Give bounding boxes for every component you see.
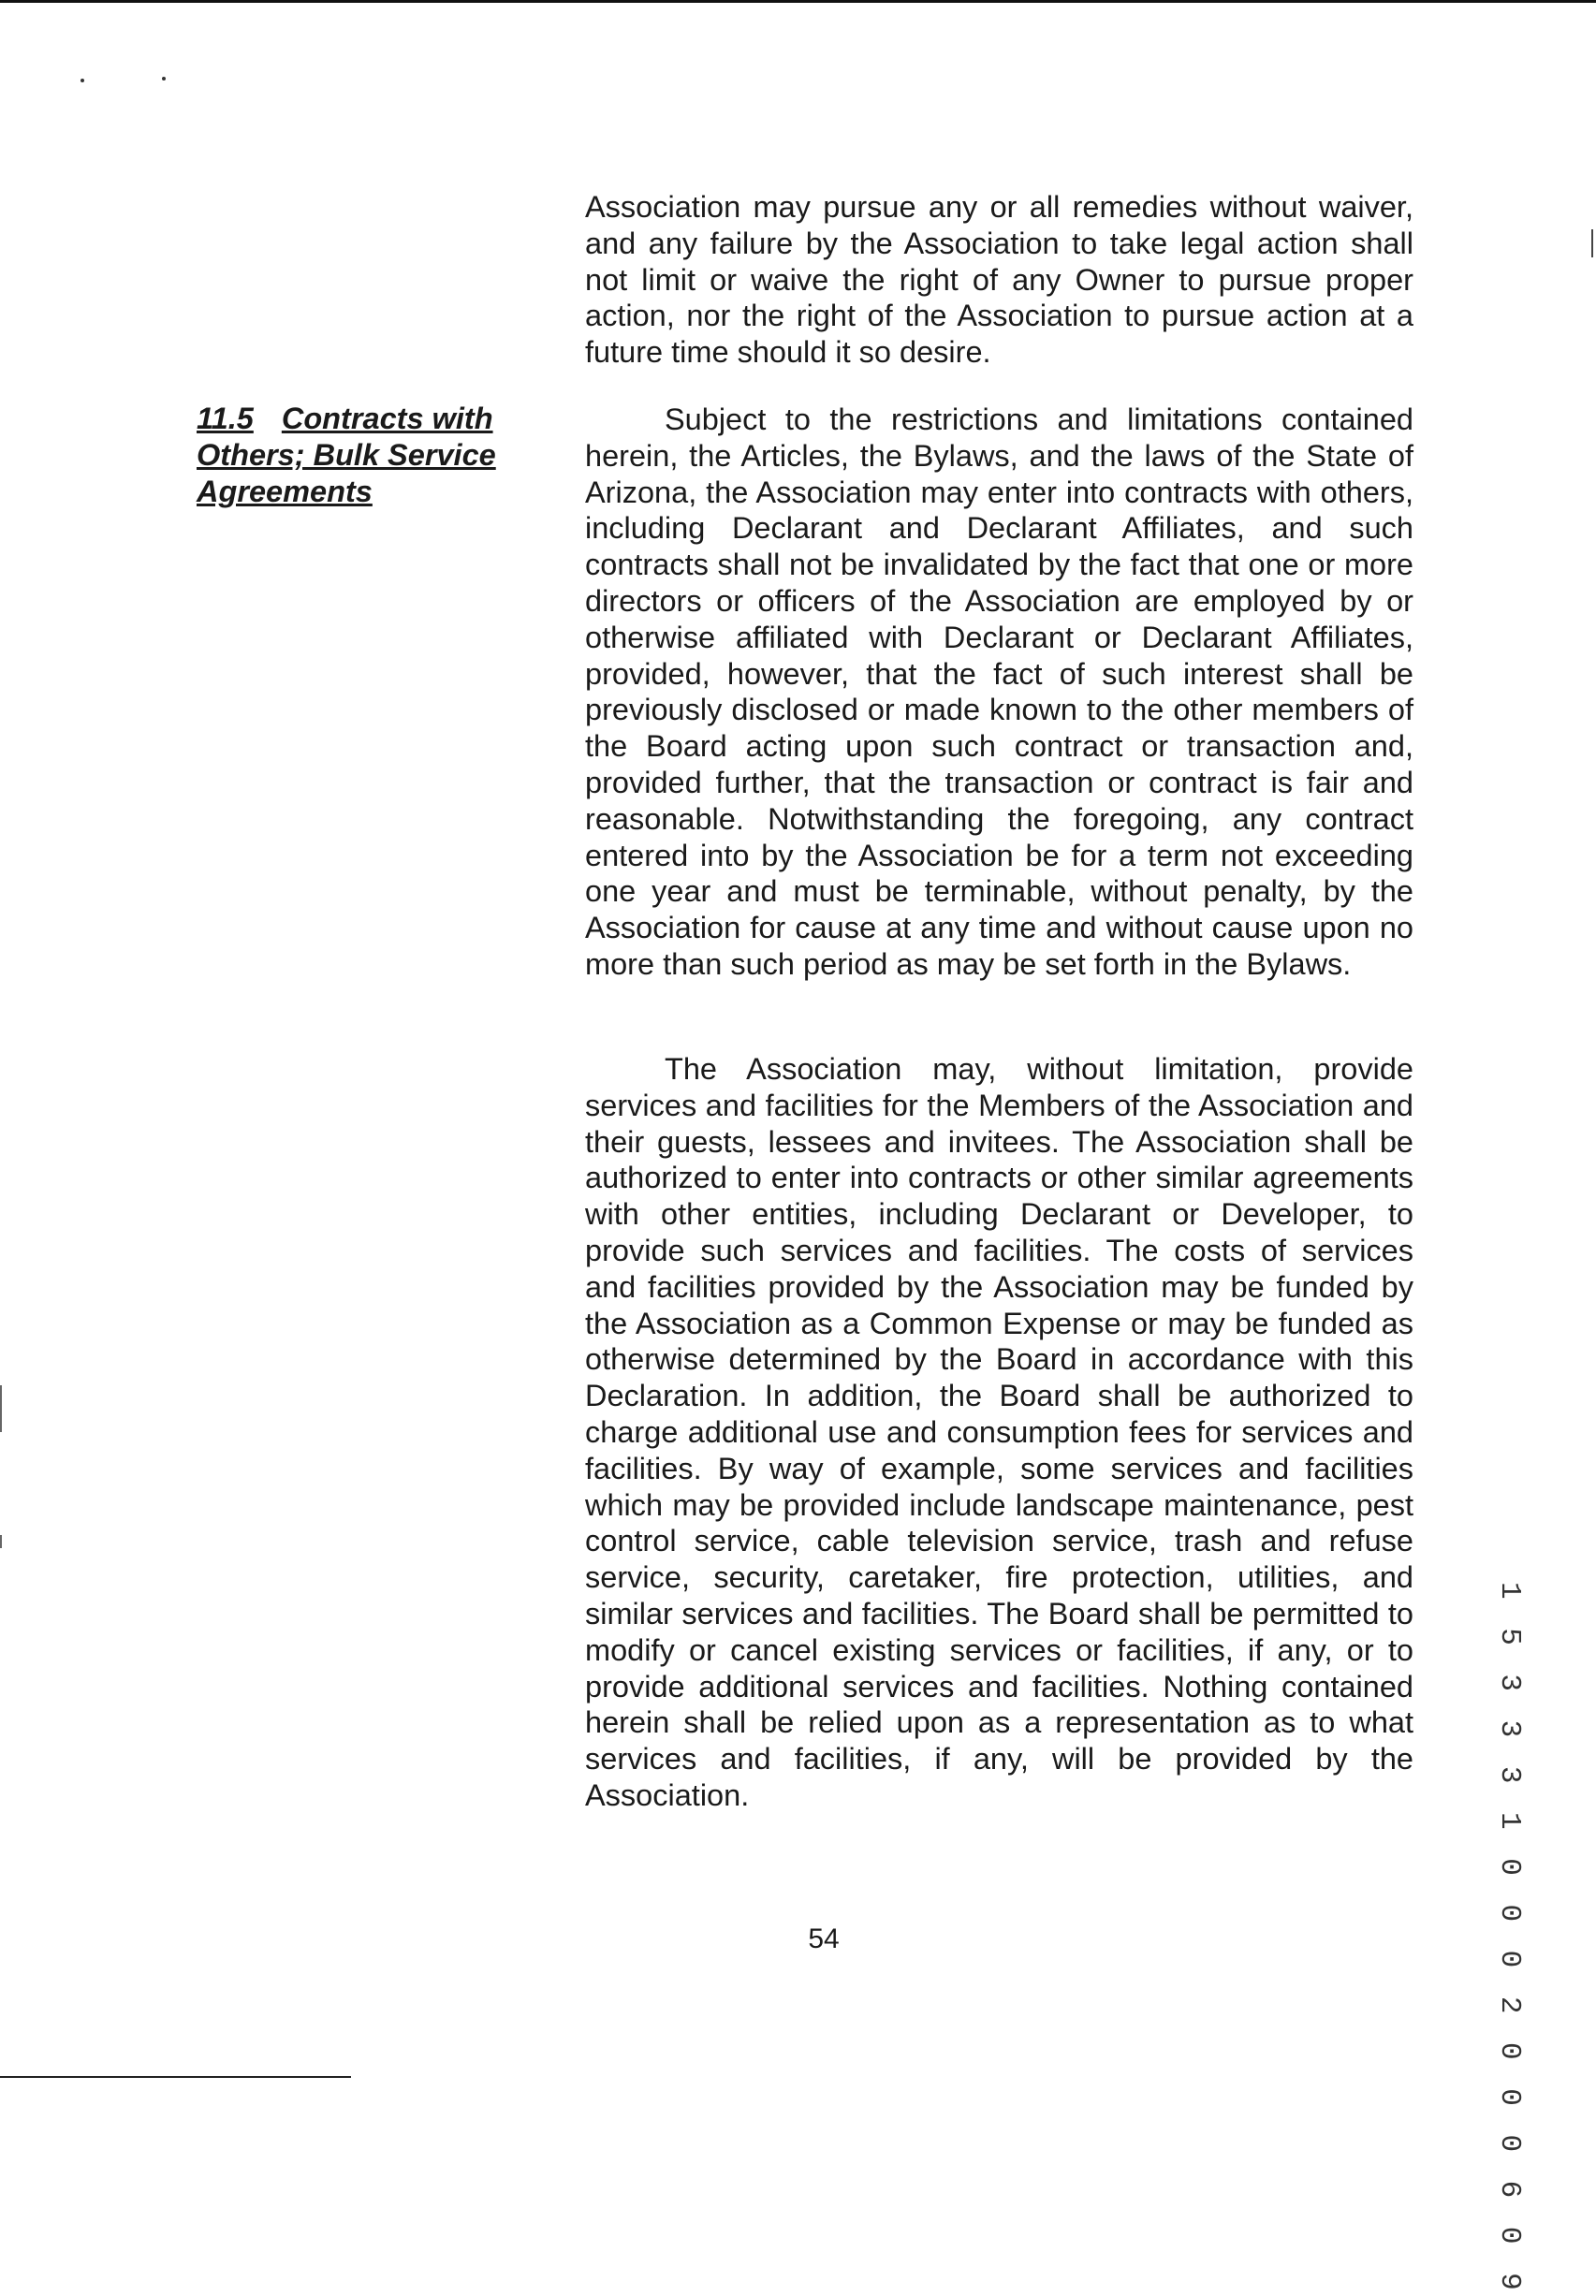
section-heading xyxy=(197,401,515,509)
paragraph-text: Association may pursue any or all remedies without waiver, and any failure by the Association to take legal action shall not limit or waive the right of any Owner to pursue proper action, nor the right of the Association to pursue action at a future time should it so desire. xyxy=(585,190,1413,370)
section-number: 11.5 xyxy=(197,402,254,435)
paragraph-text: Subject to the restrictions and limitations contained herein, the Articles, the Bylaws, and the laws of the State of Arizona, the Association may enter into contracts with others, including Declarant and Declarant Affiliates, and such contracts shall not be invalidated by the fact that one or more directors or officers of the Association are employed by or otherwise affiliated with Declarant or Declarant Affiliates, provided, however, that the fact of such interest shall be previously disclosed or made known to the other members of the Board acting upon such contract or transaction and, provided further, that the transaction or contract is fair and reasonable. Notwithstanding the foregoing, any contract entered into by the Association be for a term not exceeding one year and must be terminable, without penalty, by the Association for cause at any time and without cause upon no more than such period as may be set forth in the Bylaws. xyxy=(585,402,1413,981)
scan-edge-mark xyxy=(0,1535,2,1548)
scan-edge-mark xyxy=(1591,229,1593,257)
continuation-paragraph xyxy=(585,189,1413,371)
page-number: 54 xyxy=(808,1923,840,1954)
paragraph-text: The Association may, without limitation, provide services and facilities for the Members of the Association and their guests, lessees and invitees. The Association shall be authorized to enter into contracts or other similar agreements with other entities, including Declarant or Developer, to provide such services and facilities. The costs of services and facilities provided by the Association may be funded by the Association as a Common Expense or may be funded as otherwise determined by the Board in accordance with this Declaration. In addition, the Board shall be authorized to charge additional use and consumption fees for services and facilities. By way of example, some services and facilities which may be provided include landscape maintenance, pest control service, cable television service, trash and refuse service, security, caretaker, fire protection, utilities, and similar services and facilities. The Board shall be permitted to modify or cancel existing services or facilities, if any, or to provide additional services and facilities. Nothing contained herein shall be relied upon as a representation as to what services and facilities, if any, will be provided by the Association. xyxy=(585,1052,1413,1812)
scan-bottom-border xyxy=(0,2076,351,2078)
side-stamp-text: 1 5 3 3 3 1 0 0 0 2 0 0 0 6 0 9 xyxy=(1493,1582,1526,2296)
section-title: Contracts with Others; Bulk Service Agreements xyxy=(197,402,496,508)
scan-top-border xyxy=(0,0,1596,3)
section-paragraph-1 xyxy=(585,402,1413,983)
scan-edge-mark xyxy=(0,1385,2,1432)
scan-speck xyxy=(81,79,84,82)
scan-speck xyxy=(162,77,166,80)
section-paragraph-2 xyxy=(585,1051,1413,1814)
